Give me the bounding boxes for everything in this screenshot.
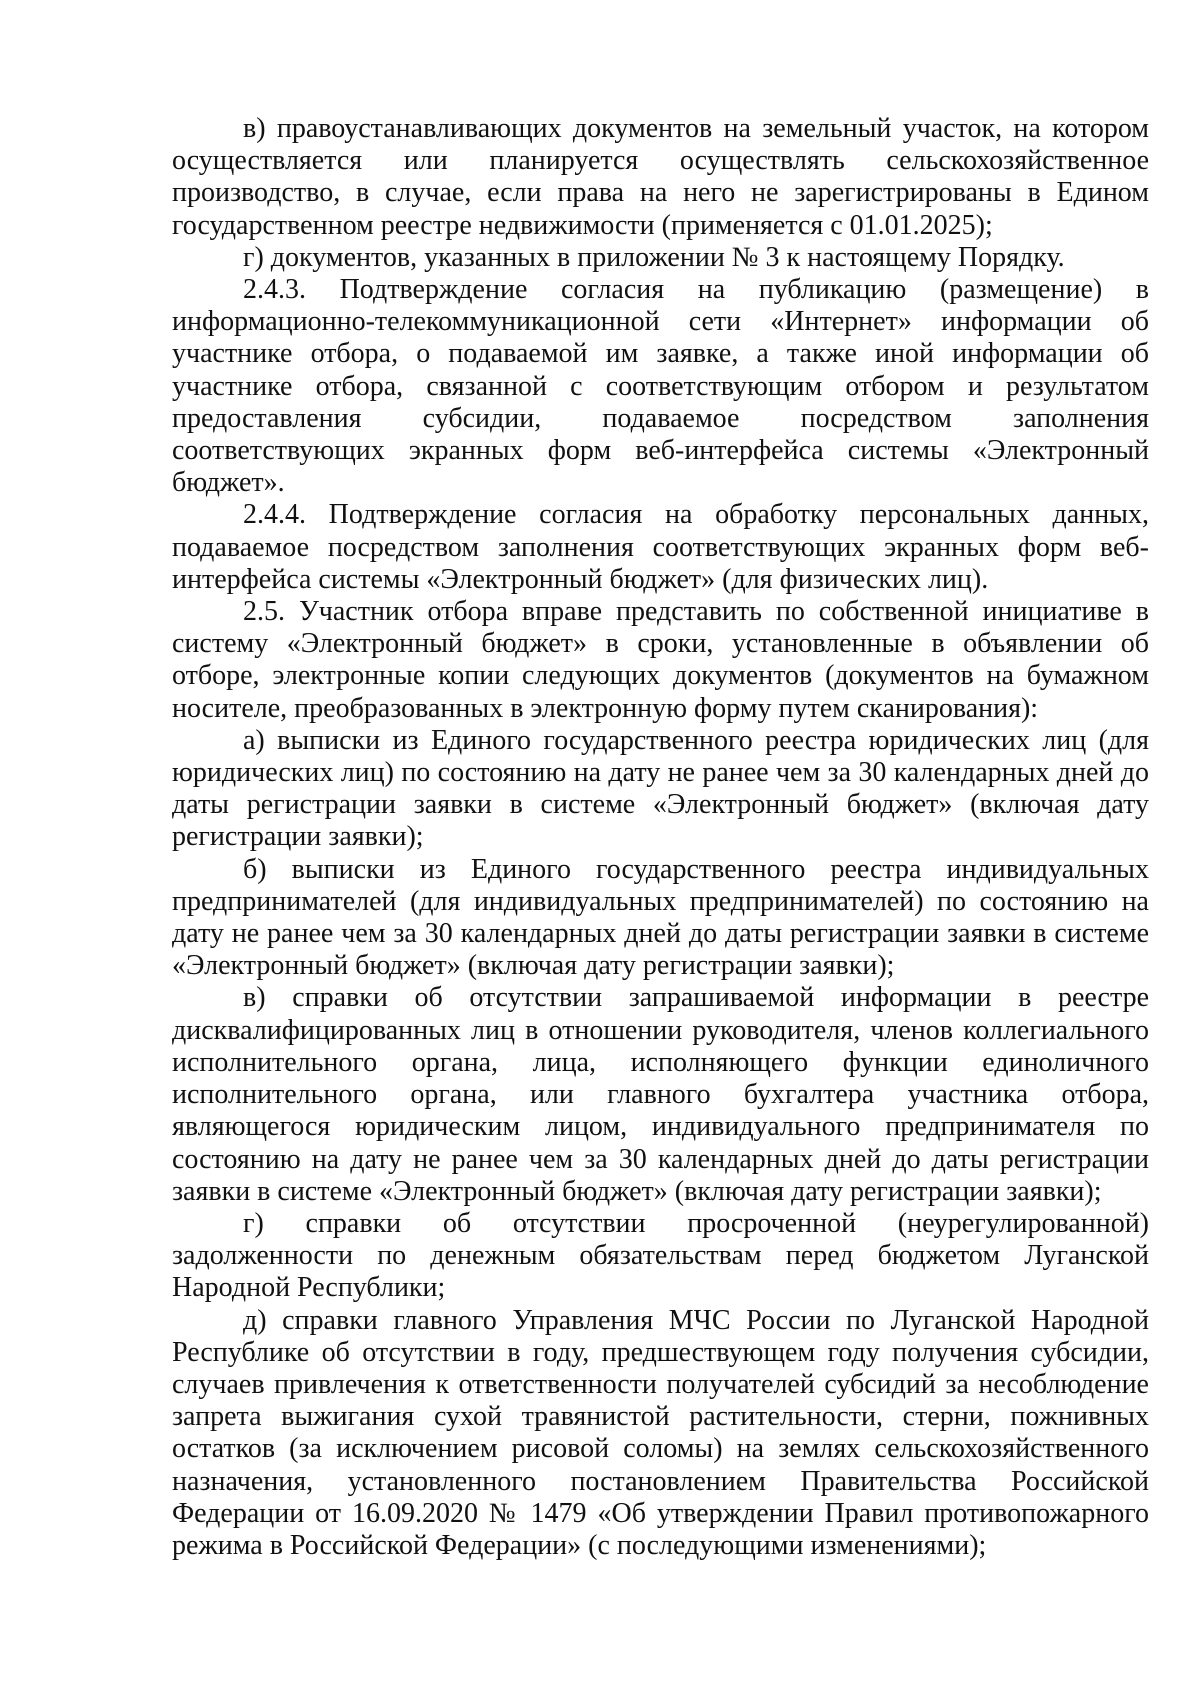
paragraph-2-5-g: г) справки об отсутствии просроченной (неурегулированной) задолженности по денежным обязательствам перед бюджетом Луганской Народной Республики; bbox=[172, 1207, 1149, 1304]
paragraph-2-5-v: в) справки об отсутствии запрашиваемой информации в реестре дисквалифицированных лиц в отношении руководителя, членов коллегиального исполнительного органа, лица, исполняющего функции единоличного исполнительного органа, или главного бухгалтера участника отбора, являющегося юридическим лицом, индивидуального предпринимателя по состоянию на дату не ранее чем за 30 календарных дней до даты регистрации заявки в системе «Электронный бюджет» (включая дату регистрации заявки); bbox=[172, 982, 1149, 1207]
paragraph-2-4-2-g: г) документов, указанных в приложении № 3 к настоящему Порядку. bbox=[243, 241, 1065, 273]
paragraph-2-5-a: а) выписки из Единого государственного реестра юридических лиц (для юридических лиц) по состоянию на дату не ранее чем за 30 календарных дней до даты регистрации заявки в системе «Электронный бюджет» (включая дату регистрации заявки); bbox=[172, 724, 1149, 853]
document-page bbox=[172, 113, 1149, 1562]
paragraph-2-5-b: б) выписки из Единого государственного реестра индивидуальных предпринимателей (для индивидуальных предпринимателей) по состоянию на дату не ранее чем за 30 календарных дней до даты регистрации заявки в системе «Электронный бюджет» (включая дату регистрации заявки); bbox=[172, 853, 1149, 982]
paragraph-2-5: 2.5. Участник отбора вправе представить по собственной инициативе в систему «Электронный бюджет» в сроки, установленные в объявлении об отборе, электронные копии следующих документов (документов на бумажном носителе, преобразованных в электронную форму путем сканирования): bbox=[172, 596, 1149, 724]
paragraph-2-4-3: 2.4.3. Подтверждение согласия на публикацию (размещение) в информационно-телекоммуникационной сети «Интернет» информации об участнике отбора, о подаваемой им заявке, а также иной информации об участнике отбора, связанной с соответствующим отбором и результатом предоставления субсидии, подаваемое посредством заполнения соответствующих экранных форм веб-интерфейса системы «Электронный бюджет». bbox=[172, 274, 1149, 499]
paragraph-2-5-d: д) справки главного Управления МЧС России по Луганской Народной Республике об отсутствии в году, предшествующем году получения субсидии, случаев привлечения к ответственности получателей субсидий за несоблюдение запрета выжигания сухой травянистой растительности, стерни, пожнивных остатков (за исключением рисовой соломы) на землях сельскохозяйственного назначения, установленного постановлением Правительства Российской Федерации от 16.09.2020 № 1479 «Об утверждении Правил противопожарного режима в Российской Федерации» (с последующими изменениями); bbox=[172, 1304, 1149, 1561]
paragraph-2-4-4: 2.4.4. Подтверждение согласия на обработку персональных данных, подаваемое посредством заполнения соответствующих экранных форм веб-интерфейса системы «Электронный бюджет» (для физических лиц). bbox=[172, 499, 1149, 595]
paragraph-2-4-2-v: в) правоустанавливающих документов на земельный участок, на котором осуществляется или планируется осуществлять сельскохозяйственное производство, в случае, если права на него не зарегистрированы в Едином государственном реестре недвижимости (применяется с 01.01.2025); bbox=[172, 113, 1149, 241]
